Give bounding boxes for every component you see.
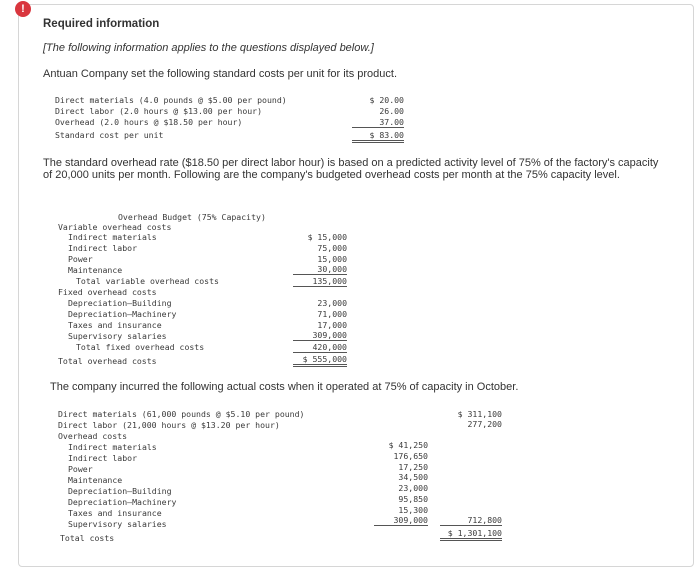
budget-fixed-value: 309,000: [293, 330, 347, 341]
budget-fixed-label: Taxes and insurance: [68, 320, 162, 330]
budget-var-label: Maintenance: [68, 265, 123, 275]
variable-header: Variable overhead costs: [58, 222, 172, 232]
actual-oh-value: 34,500: [398, 472, 428, 482]
std-row-value: 37.00: [352, 117, 404, 128]
budget-var-label: Power: [68, 254, 93, 264]
actual-oh-label: Indirect materials: [68, 442, 157, 452]
total-costs-label: Total costs: [60, 533, 115, 543]
actual-oh-value: 17,250: [398, 462, 428, 472]
actual-oh-label: Power: [68, 464, 93, 474]
total-variable-label: Total variable overhead costs: [76, 276, 219, 286]
std-total-label: Standard cost per unit: [55, 130, 164, 140]
budget-var-label: Indirect materials: [68, 232, 157, 242]
budget-fixed-value: 71,000: [317, 309, 347, 319]
alert-icon: !: [15, 1, 31, 17]
budget-var-value: 15,000: [317, 254, 347, 264]
budget-fixed-value: 17,000: [317, 320, 347, 330]
overhead-rate-paragraph: The standard overhead rate ($18.50 per direct labor hour) is based on a predicted activity level of 75% of the factory's capacity of 20,000 units per month. Following are the company's budgeted overhead costs per month at the 75% capacity level.: [43, 157, 659, 181]
total-overhead-value: $ 555,000: [293, 354, 347, 367]
actual-dl-label: Direct labor (21,000 hours @ $13.20 per hour): [58, 420, 280, 430]
actual-oh-label: Taxes and insurance: [68, 508, 162, 518]
actual-overhead-total: 712,800: [440, 515, 502, 526]
budget-var-label: Indirect labor: [68, 243, 138, 253]
actual-dl-value: 277,200: [467, 419, 502, 429]
std-row-label: Direct labor (2.0 hours @ $13.00 per hour): [55, 106, 263, 116]
total-overhead-label: Total overhead costs: [58, 356, 157, 366]
budget-fixed-value: 23,000: [317, 298, 347, 308]
actual-oh-label: Supervisory salaries: [68, 519, 167, 529]
std-row-label: Direct materials (4.0 pounds @ $5.00 per pound): [55, 95, 287, 105]
fixed-header: Fixed overhead costs: [58, 287, 157, 297]
actual-oh-value: 176,650: [393, 451, 428, 461]
actual-oh-value: 15,300: [398, 505, 428, 515]
std-total-value: $ 83.00: [352, 130, 404, 143]
actual-oh-label: Maintenance: [68, 475, 123, 485]
actual-oh-label: Depreciation—Building: [68, 486, 172, 496]
budget-title: Overhead Budget (75% Capacity): [118, 212, 266, 222]
std-row-value: $ 20.00: [369, 95, 404, 105]
budget-var-value: 30,000: [293, 264, 347, 275]
total-variable-value: 135,000: [293, 276, 347, 287]
actual-dm-label: Direct materials (61,000 pounds @ $5.10 per pound): [58, 409, 305, 419]
total-fixed-value: 420,000: [293, 342, 347, 353]
actual-oh-value: 95,850: [398, 494, 428, 504]
budget-var-value: $ 15,000: [307, 232, 347, 242]
intro-text: Antuan Company set the following standard costs per unit for its product.: [43, 68, 398, 80]
budget-var-value: 75,000: [317, 243, 347, 253]
std-row-value: 26.00: [379, 106, 404, 116]
std-row-label: Overhead (2.0 hours @ $18.50 per hour): [55, 117, 243, 127]
actual-oh-value: 23,000: [398, 483, 428, 493]
actual-oh-value: $ 41,250: [388, 440, 428, 450]
actual-overhead-header: Overhead costs: [58, 431, 128, 441]
budget-fixed-label: Depreciation—Building: [68, 298, 172, 308]
actual-oh-value: 309,000: [374, 515, 428, 526]
actual-oh-label: Depreciation—Machinery: [68, 497, 177, 507]
required-info-title: Required information: [43, 18, 160, 30]
total-fixed-label: Total fixed overhead costs: [76, 342, 205, 352]
budget-fixed-label: Depreciation—Machinery: [68, 309, 177, 319]
total-costs-value: $ 1,301,100: [440, 528, 502, 541]
actual-oh-label: Indirect labor: [68, 453, 138, 463]
actual-costs-paragraph: The company incurred the following actual costs when it operated at 75% of capacity in October.: [50, 381, 519, 393]
budget-fixed-label: Supervisory salaries: [68, 331, 167, 341]
actual-dm-value: $ 311,100: [457, 409, 502, 419]
info-note: [The following information applies to the questions displayed below.]: [43, 42, 374, 54]
